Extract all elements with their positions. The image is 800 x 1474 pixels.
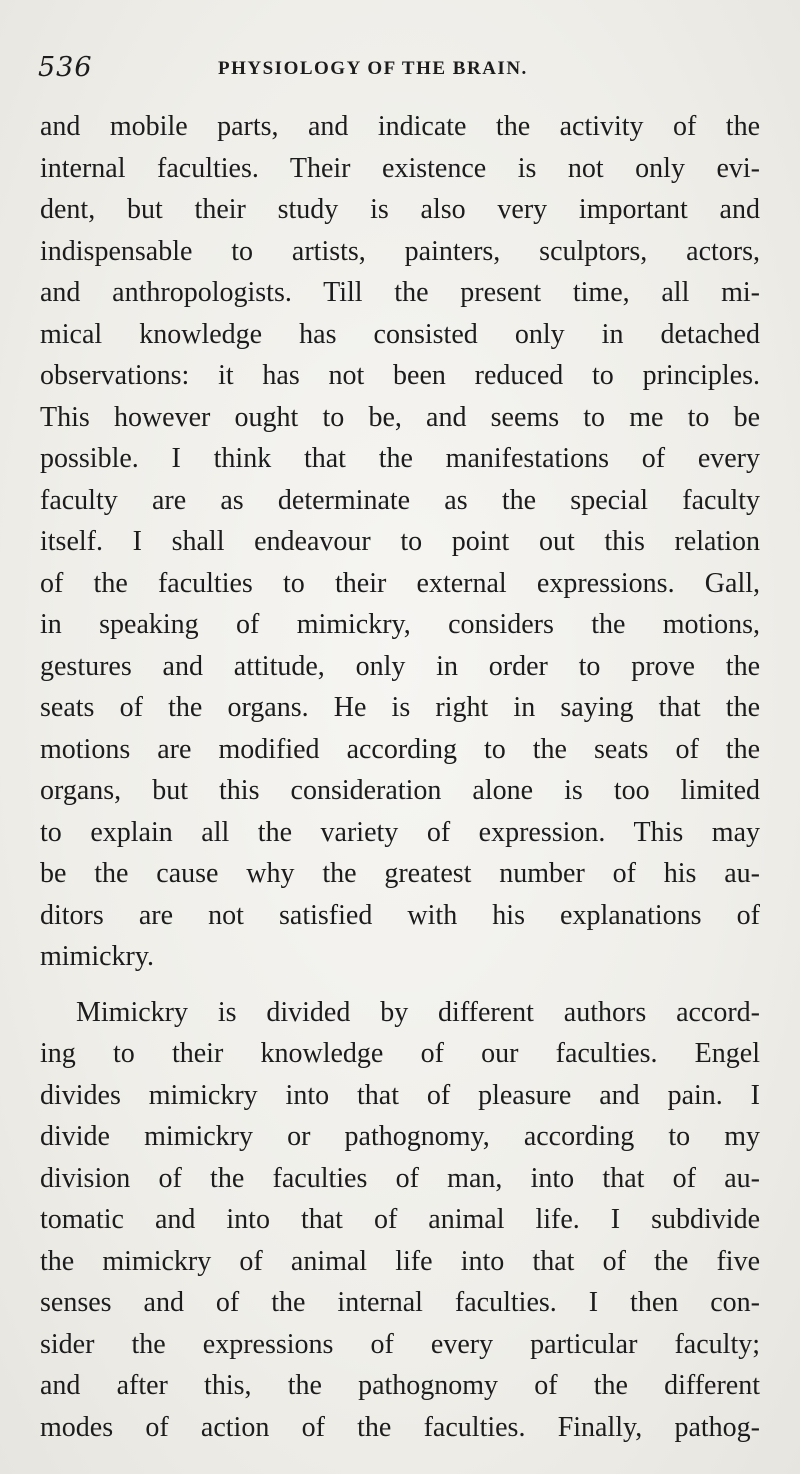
text-line: division of the faculties of man, into that of au- xyxy=(40,1162,760,1194)
paragraph-1 xyxy=(40,106,760,978)
text-line: and anthropologists. Till the present time, all mi- xyxy=(40,277,760,308)
text-line: divides mimickry into that of pleasure and pain. I xyxy=(40,1079,760,1111)
text-line: and mobile parts, and indicate the activity of the xyxy=(40,111,760,142)
text-line: be the cause why the greatest number of his au- xyxy=(40,858,760,889)
paragraph-2 xyxy=(40,992,760,1449)
text-line: the mimickry of animal life into that of the five xyxy=(40,1245,760,1277)
page-number: 536 xyxy=(38,52,93,83)
text-line: internal faculties. Their existence is not only evi- xyxy=(40,152,760,184)
text-line: seats of the organs. He is right in saying that the xyxy=(40,692,760,723)
text-line: gestures and attitude, only in order to prove the xyxy=(40,650,760,682)
text-line: ing to their knowledge of our faculties. Engel xyxy=(40,1038,760,1069)
text-line: possible. I think that the manifestations of every xyxy=(40,443,760,474)
text-line: indispensable to artists, painters, sculptors, actors, xyxy=(40,235,760,267)
text-line: motions are modified according to the seats of the xyxy=(40,733,760,765)
text-line: in speaking of mimickry, considers the motions, xyxy=(40,609,760,640)
page-header xyxy=(38,52,758,92)
running-title: PHYSIOLOGY OF THE BRAIN. xyxy=(218,58,528,79)
text-line: tomatic and into that of animal life. I subdivide xyxy=(40,1204,760,1235)
text-line: organs, but this consideration alone is too limited xyxy=(40,775,760,806)
text-line: senses and of the internal faculties. I then con- xyxy=(40,1287,760,1318)
text-line: of the faculties to their external expressions. Gall, xyxy=(40,567,760,599)
text-line: modes of action of the faculties. Finally, pathog- xyxy=(40,1411,760,1443)
text-line: ditors are not satisfied with his explanations of xyxy=(40,899,760,931)
paragraph-gap xyxy=(40,978,760,992)
text-line: dent, but their study is also very important and xyxy=(40,194,760,225)
text-line: mimickry. xyxy=(40,941,155,972)
text-line: This however ought to be, and seems to me to be xyxy=(40,401,760,433)
text-line: divide mimickry or pathognomy, according to my xyxy=(40,1121,760,1152)
text-line: itself. I shall endeavour to point out this relation xyxy=(40,526,760,557)
text-line: to explain all the variety of expression. This may xyxy=(40,816,760,848)
text-line: mical knowledge has consisted only in detached xyxy=(40,318,760,350)
body-text xyxy=(40,106,760,1448)
text-line: Mimickry is divided by different authors accord- xyxy=(76,996,760,1028)
text-line: sider the expressions of every particular faculty; xyxy=(40,1328,760,1360)
text-line: and after this, the pathognomy of the different xyxy=(40,1370,760,1401)
text-line: faculty are as determinate as the special faculty xyxy=(40,484,760,516)
text-line: observations: it has not been reduced to principles. xyxy=(40,360,760,391)
